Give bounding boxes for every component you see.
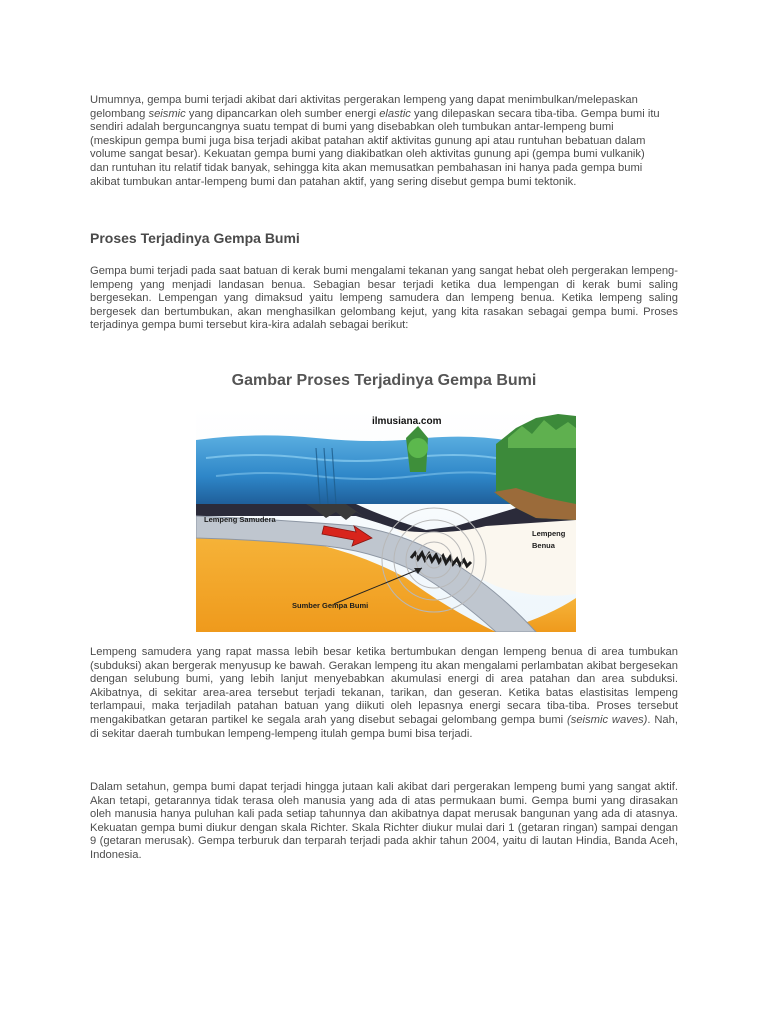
richter-paragraph: Dalam setahun, gempa bumi dapat terjadi hingga jutaan kali akibat dari pergerakan lempeng bumi yang sangat aktif. Akan tetapi, getarannya tidak terasa oleh manusia yang ada di atas permukaan bumi. Gempa bumi yang dirasakan oleh manusia hanya puluhan kali pada setiap tahunnya dan akibatnya dapat merusak bangunan yang ada di atasnya. Kekuatan gempa bumi diukur dengan skala Richter. Skala Richter diukur mulai dari 1 (getaran ringan) sampai dengan 9 (getaran merusak). Gempa terburuk dan terparah terjadi pada akhir tahun 2004, yaitu di lautan Hindia, Banda Aceh, Indonesia. [90,781,678,861]
section-heading: Proses Terjadinya Gempa Bumi [90,230,300,246]
label-oceanic-plate: Lempeng Samudera [204,515,276,524]
earthquake-diagram [196,408,576,632]
subduction-italic-seismic-waves: (seismic waves) [567,713,648,726]
figure-watermark: ilmusiana.com [372,416,442,427]
intro-paragraph [90,94,662,189]
island-canopy [408,438,428,458]
label-continental-plate-1: Lempeng [532,529,566,538]
process-paragraph: Gempa bumi terjadi pada saat batuan di kerak bumi mengalami tekanan yang sangat hebat oleh pergerakan lempeng-lempeng yang menjadi landasan benua. Sebagian besar terjadi ketika dua lempengan di kerak bumi saling bergesekan. Lempengan yang dimaksud yaitu lempeng samudera dan lempeng benua. Ketika lempeng saling bergesek dan bertumbukan, akan menghasilkan gelombang kejut, yang kita rasakan sebagai gempa bumi. Proses terjadinya gempa bumi tersebut kira-kira adalah sebagai berikut: [90,265,678,332]
subduction-paragraph [90,646,678,741]
ocean [196,435,516,504]
label-earthquake-source: Sumber Gempa Bumi [292,601,369,610]
intro-italic-elastic: elastic [379,107,411,120]
figure-title: Gambar Proses Terjadinya Gempa Bumi [231,372,537,389]
subduction-text-1: Lempeng samudera yang rapat massa lebih besar ketika bertumbukan dengan lempeng benua di area tumbukan (subduksi) akan bergerak menyusup ke bawah. Gerakan lempeng itu akan mengalami perlambatan akibat bergesekan dengan selubung bumi, yang lebih lanjut menyebabkan akumulasi energi di area patahan dan area subduksi. Akibatnya, di sekitar area-area tersebut terjadi tekanan, tarikan, dan geseran. Ketika batas elastisitas lempeng terlampaui, maka terjadilah patahan batuan yang diikuti oleh lepasnya energi secara tiba-tiba. Proses tersebut mengakibatkan getaran partikel ke segala arah yang disebut sebagai gelombang gempa bumi [90,646,678,726]
subduction-text-2: . Nah, di sekitar daerah tumbukan lempeng-lempeng itulah gempa bumi bisa terjadi. [90,713,678,740]
intro-text-1: Umumnya, gempa bumi terjadi akibat dari aktivitas pergerakan lempeng yang dapat menimbulkan/melepaskan gelombang [90,94,638,120]
intro-italic-seismic: seismic [148,107,186,120]
intro-text-2: yang dipancarkan oleh sumber energi [185,107,380,120]
intro-text-3: yang dilepaskan secara tiba-tiba. Gempa bumi itu sendiri adalah berguncangnya suatu tempat di bumi yang disebabkan oleh tumbukan antar-lempeng bumi (meskipun gempa bumi juga bisa terjadi akibat patahan aktif aktivitas gunung api atau runtuhan bebatuan dalam volume sangat besar). Kekuatan gempa bumi yang diakibatkan oleh aktivitas gunung api (gempa bumi vulkanik) dan runtuhan itu relatif tidak banyak, sehingga kita akan memusatkan pembahasan ini hanya pada gempa bumi akibat tumbukan antar-lempeng bumi dan patahan aktif, yang sering disebut gempa bumi tektonik. [90,107,660,188]
label-continental-plate-2: Benua [532,541,555,550]
